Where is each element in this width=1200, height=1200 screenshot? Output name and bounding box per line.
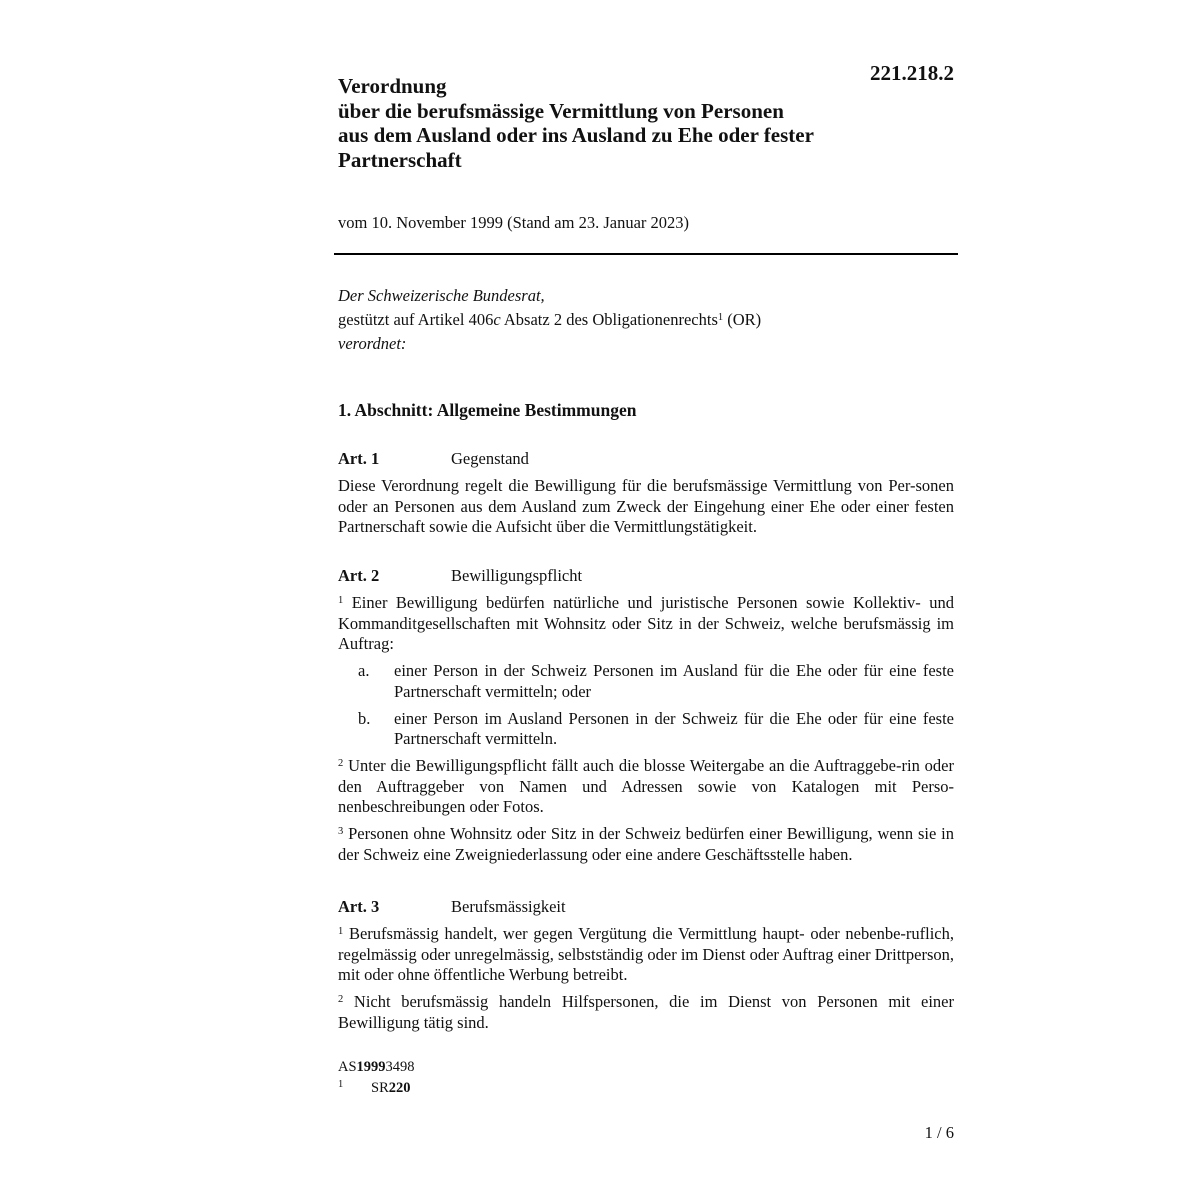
article-number: Art. 2 [338, 566, 380, 585]
title-line: über die berufsmässige Vermittlung von Personen [338, 98, 784, 123]
paragraph-text: Berufsmässig handelt, wer gegen Vergütung die Vermittlung haupt- oder nebenbe-ruflich, regelmässig oder unregelmässig, selbstständig oder im Dienst oder Auftrag einer Drittperson, mit oder ohne öffentliche Werbung betreibt. [338, 924, 954, 985]
footnote-1 [338, 1078, 415, 1099]
list-letter: b. [358, 708, 371, 728]
footnote-mark: 1 [338, 1079, 344, 1090]
title-line: aus dem Ausland oder ins Ausland zu Ehe oder fester [338, 123, 814, 147]
article-paragraph [338, 924, 954, 986]
date-line: vom 10. November 1999 (Stand am 23. Januar 2023) [338, 213, 690, 232]
article-header [338, 565, 954, 587]
article-paragraph [338, 992, 954, 1033]
list-text: einer Person im Ausland Personen in der Schweiz für die Ehe oder für eine feste Partnerschaft vermitteln. [394, 708, 954, 749]
as-year: 1999 [356, 1059, 386, 1075]
basis-letter: c [493, 310, 501, 329]
article-paragraph [338, 756, 954, 818]
article-3 [338, 896, 954, 1040]
preamble-authority: Der Schweizerische Bundesrat, [338, 286, 545, 305]
list-text: einer Person in der Schweiz Personen im Ausland für die Ehe oder für eine feste Partnerschaft vermitteln; oder [394, 661, 954, 701]
article-paragraph [338, 824, 954, 865]
ordinance-title [338, 74, 938, 172]
list-item [338, 661, 954, 702]
basis-middle: Absatz 2 des Obligationenrechts [500, 310, 718, 329]
sr-number: 221.218.2 [870, 61, 954, 85]
title-line: Partnerschaft [338, 147, 462, 172]
article-1 [338, 448, 954, 544]
paragraph-text: Unter die Bewilligungspflicht fällt auch die blosse Weitergabe an die Auftraggebe-rin oder den Auftraggeber von Namen und Adressen sowie von Katalogen mit Perso-nenbeschreibungen oder Fotos. [338, 755, 954, 817]
article-title: Gegenstand [451, 449, 529, 468]
preamble [338, 284, 958, 356]
article-header [338, 896, 954, 918]
basis-suffix: (OR) [723, 310, 762, 329]
article-2 [338, 565, 954, 871]
preamble-enacts: verordnet: [338, 334, 407, 353]
paragraph-number: 2 [338, 994, 344, 1006]
paragraph-number: 2 [338, 757, 344, 769]
title-line: Verordnung [338, 74, 447, 98]
paragraph-text: Einer Bewilligung bedürfen natürliche und juristische Personen sowie Kollektiv- und Kommanditgesellschaften mit Wohnsitz oder Sitz in der Schweiz, welche berufsmässig im Auftrag: [338, 593, 954, 654]
article-title: Bewilligungspflicht [451, 566, 583, 585]
section-heading: 1. Abschnitt: Allgemeine Bestimmungen [338, 400, 637, 420]
paragraph-number: 3 [338, 826, 344, 838]
paragraph-text: Nicht berufsmässig handeln Hilfspersonen, die im Dienst von Personen mit einer Bewilligung tätig sind. [338, 992, 954, 1032]
as-prefix: AS [338, 1059, 357, 1075]
page-number: 1 / 6 [924, 1123, 954, 1142]
basis-prefix: gestützt auf Artikel 406 [338, 310, 494, 329]
article-paragraph: Diese Verordnung regelt die Bewilligung für die berufsmässige Vermittlung von Per-sonen oder an Personen aus dem Ausland zum Zweck der Eingehung einer Ehe oder einer festen Partnerschaft sowie die Aufsicht über die Vermittlungstätigkeit. [338, 476, 954, 537]
article-title: Berufsmässigkeit [451, 897, 566, 916]
list-item [338, 709, 954, 750]
preamble-legal-basis [338, 308, 958, 332]
list-letter: a. [358, 661, 370, 681]
article-number: Art. 1 [338, 449, 380, 468]
article-header [338, 448, 954, 470]
paragraph-number: 1 [338, 926, 344, 937]
footnote-reference[interactable]: 1 [717, 312, 724, 323]
footnote-prefix: SR [371, 1080, 389, 1096]
as-page: 3498 [385, 1059, 415, 1075]
official-compilation-reference [338, 1057, 415, 1078]
header-divider [334, 253, 958, 255]
footnotes [338, 1057, 415, 1099]
footnote-sr-number[interactable]: 220 [388, 1080, 411, 1096]
article-paragraph [338, 593, 954, 655]
paragraph-number: 1 [338, 595, 344, 606]
article-number: Art. 3 [338, 897, 380, 916]
paragraph-text: Personen ohne Wohnsitz oder Sitz in der Schweiz bedürfen einer Bewilligung, wenn sie in der Schweiz eine Zweigniederlassung oder eine andere Geschäftsstelle haben. [338, 824, 954, 864]
